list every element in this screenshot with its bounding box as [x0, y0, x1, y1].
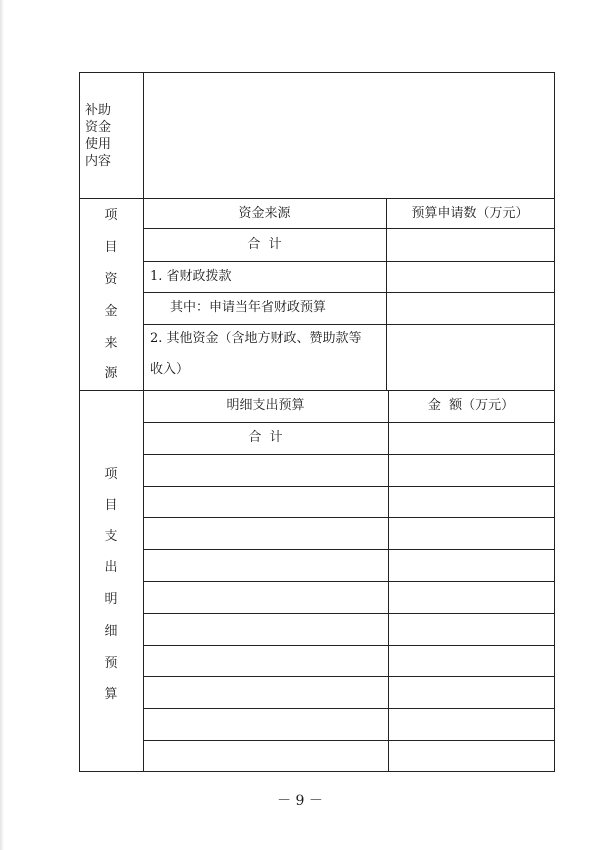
expense-row-line: [143, 549, 555, 550]
label-char: 来: [104, 336, 118, 351]
funding-row-line: [143, 228, 555, 229]
section-divider-1: [79, 198, 555, 199]
expense-detail-header: 明细支出预算: [226, 398, 305, 413]
provincial-budget-sub-label: 其中：申请当年省财政预算: [170, 300, 327, 315]
expense-amount-header: 金 额（万元）: [427, 398, 515, 413]
label-line: 内容: [85, 154, 112, 169]
expense-row-line: [143, 613, 555, 614]
label-line: 资金: [85, 120, 112, 135]
budget-request-header: 预算申请数（万元）: [411, 206, 529, 221]
expense-row-line: [143, 517, 555, 518]
table-border-bottom: [79, 771, 555, 772]
expense-row-line: [143, 581, 555, 582]
label-char: 资: [104, 272, 118, 287]
label-char: 算: [104, 687, 118, 702]
section-divider-2: [79, 390, 555, 391]
funding-row-line: [143, 261, 555, 262]
label-char: 目: [104, 498, 118, 513]
other-funds-label-line2: 收入）: [150, 362, 190, 377]
expense-row-line: [143, 486, 555, 487]
label-char: 金: [104, 304, 118, 319]
funding-source-header: 资金来源: [238, 206, 291, 221]
funding-row-line: [143, 324, 555, 325]
provincial-appropriation-label: 1. 省财政拨款: [150, 269, 232, 284]
label-char: 目: [104, 240, 118, 255]
expense-row-line: [143, 454, 555, 455]
label-char: 项: [104, 467, 118, 482]
scan-edge: [0, 0, 4, 850]
funding-row-line: [143, 292, 555, 293]
label-char: 项: [104, 208, 118, 223]
label-char: 源: [104, 366, 118, 381]
label-char: 预: [104, 656, 118, 671]
other-funds-label-line1: 2. 其他资金（含地方财政、赞助款等: [150, 331, 362, 346]
expense-row-line: [143, 708, 555, 709]
page-number: － 9 －: [277, 793, 323, 809]
label-char: 明: [104, 592, 118, 607]
label-char: 出: [104, 560, 118, 575]
expense-row-line: [143, 645, 555, 646]
table-border-top: [79, 72, 555, 73]
expense-row-line: [143, 422, 555, 423]
table-border-left: [79, 72, 80, 772]
expense-row-line: [143, 676, 555, 677]
label-line: 补助: [85, 103, 112, 118]
expense-row-line: [143, 740, 555, 741]
label-char: 细: [104, 624, 118, 639]
funding-total-label: 合 计: [247, 237, 282, 252]
subsidy-usage-label: [85, 102, 111, 170]
funding-amount-column-divider: [386, 198, 387, 390]
expense-total-label: 合 计: [248, 430, 283, 445]
label-char: 支: [104, 529, 118, 544]
label-line: 使用: [85, 137, 112, 152]
